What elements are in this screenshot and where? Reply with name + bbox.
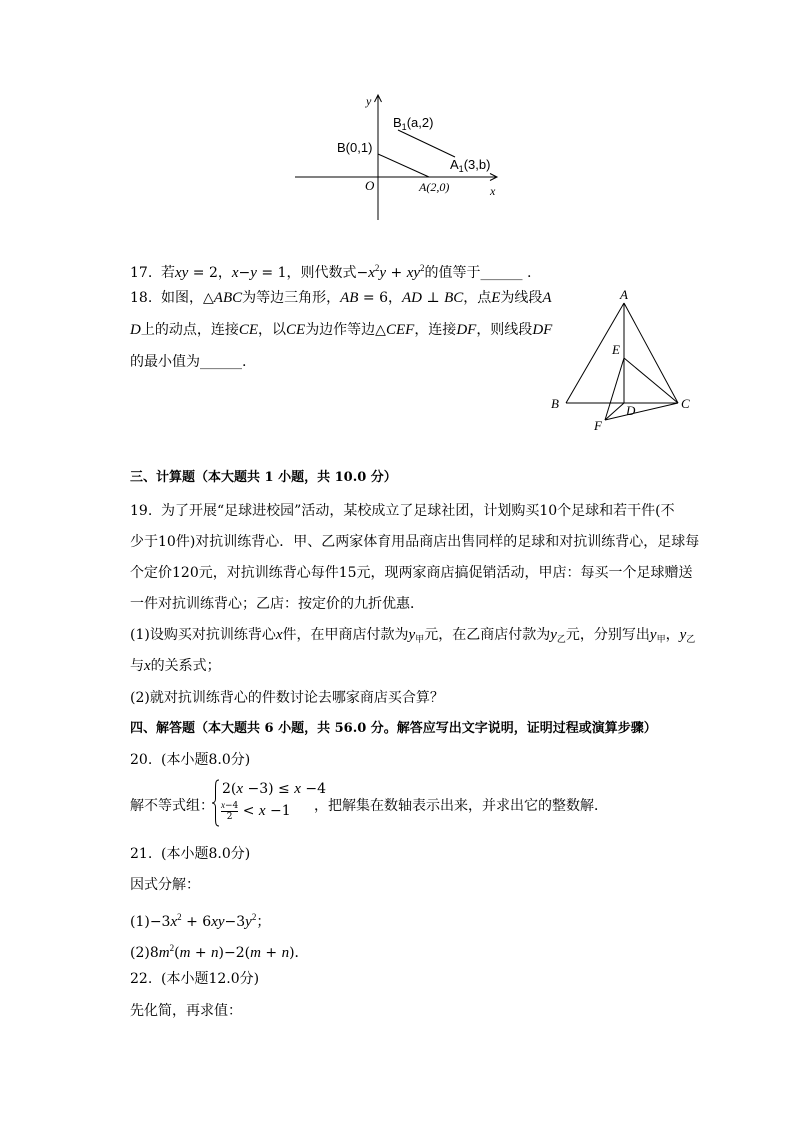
- q18-math: DF: [532, 322, 553, 338]
- q21-text: (2)8: [130, 945, 159, 961]
- q19-line-2: 少于10件)对抗训练背心．甲、乙两家体育用品商店出售同样的足球和对抗训练背心，足球每: [130, 534, 700, 550]
- point-E-label: E: [612, 342, 620, 357]
- q18-text: ，则线段: [476, 322, 533, 338]
- point-A1-base: A: [450, 157, 459, 172]
- q17-math: y: [379, 265, 387, 281]
- q19-line-4: 一件对抗训练背心；乙店：按定价的九折优惠．: [130, 596, 424, 612]
- q18-number: 18.: [130, 290, 153, 306]
- inequality-math: x: [236, 781, 244, 797]
- q17-text: 若: [161, 265, 175, 281]
- q21-math: n: [281, 945, 290, 961]
- q21-superscript: 2: [177, 912, 182, 922]
- q19-number: 19.: [130, 503, 153, 519]
- q17-math: xy: [175, 265, 189, 281]
- q21-points: (本小题8.0分): [161, 846, 251, 862]
- segment-FC: [605, 403, 678, 420]
- q18-text: ⊥: [422, 290, 445, 306]
- q18-math: AB: [340, 290, 359, 306]
- inequality-text: <: [238, 803, 259, 819]
- q20-lead: 解不等式组：: [130, 798, 214, 814]
- fraction-numerator: [221, 801, 238, 811]
- triangle-figure: [545, 285, 705, 435]
- q22-points: (本小题12.0分): [161, 971, 260, 987]
- q20-number: 20.: [130, 752, 153, 768]
- q18-text: 的最小值为: [130, 354, 200, 370]
- vertex-A-label: A: [620, 287, 628, 302]
- q18-math: CE: [286, 322, 306, 338]
- inequality-math: x: [258, 803, 266, 819]
- point-B1-subscript: 1: [401, 122, 407, 132]
- q17-superscript: 2: [420, 263, 425, 273]
- q22-header: [130, 969, 259, 989]
- q21-header: [130, 844, 250, 864]
- segment-AC: [624, 303, 678, 403]
- x-axis-label: x: [490, 184, 496, 198]
- point-F-label: F: [594, 418, 602, 433]
- q18-answer-blank: ______: [200, 354, 242, 370]
- point-B1-coords: (a,2): [406, 115, 434, 130]
- q19-text: 件，在甲商店付款为: [282, 627, 409, 643]
- q18-math: CEF: [385, 322, 415, 338]
- q19-text: 元，分别写出: [565, 627, 650, 643]
- q18-math: E: [491, 290, 501, 306]
- q18-line-3: [130, 352, 246, 372]
- q19-math: y: [679, 627, 687, 643]
- q18-math: D: [130, 322, 141, 338]
- q17-math: x: [231, 265, 239, 281]
- brace-path: [212, 780, 219, 826]
- q19-math: x: [144, 658, 151, 674]
- vertex-B-label: B: [551, 396, 559, 411]
- segment-EC: [624, 358, 678, 403]
- point-A1-subscript: 1: [458, 164, 464, 174]
- q17-line: [130, 258, 531, 283]
- inequality-2: [221, 799, 291, 823]
- q19-part-2: (2)就对抗训练背心的件数讨论去哪家商店买合算？: [130, 690, 444, 706]
- q19-part-1: [130, 625, 695, 650]
- segment-EF: [605, 358, 624, 420]
- inequality-text: −3) ≤: [243, 781, 295, 797]
- vertex-C-label: C: [681, 396, 690, 411]
- q18-text: ，以: [258, 322, 287, 338]
- q22-lead: 先化简，再求值：: [130, 1003, 242, 1019]
- q21-lead: 因式分解：: [130, 877, 200, 893]
- q19-math: y: [408, 627, 416, 643]
- q21-text: )−2(: [218, 945, 251, 961]
- y-axis-label: y: [366, 94, 372, 108]
- q19-math: y: [550, 627, 557, 643]
- q21-superscript: 2: [169, 943, 175, 953]
- inequality-text: −4: [300, 781, 326, 797]
- q21-text: +: [190, 945, 212, 961]
- q18-math: ABC: [213, 290, 243, 306]
- q19-line-3: 个定价120元，对抗训练背心每件15元，现两家商店搞促销活动，甲店：每买一个足球赠送: [130, 565, 693, 581]
- point-B1-label: [393, 115, 433, 132]
- q18-math: CE: [238, 322, 259, 338]
- inequality-text: −1: [265, 803, 291, 819]
- q20-points: (本小题8.0分): [161, 752, 251, 768]
- q21-text: + 6: [181, 914, 212, 930]
- q21-math: m: [179, 945, 191, 961]
- point-A1-label: [450, 157, 490, 174]
- q19-math: x: [275, 627, 283, 643]
- q19-math: y: [649, 627, 657, 643]
- q19-text: 为了开展“足球进校园”活动，某校成立了足球社团，计划购买10个足球和若干件(不: [161, 503, 675, 519]
- q19-text: (1)设购买对抗训练背心: [130, 627, 276, 643]
- q18-text: 如图，△: [161, 290, 214, 306]
- q21-math: xy: [211, 914, 225, 930]
- inequality-math: x: [294, 781, 301, 797]
- q17-text: +: [386, 265, 407, 281]
- q19-subscript: 甲: [656, 635, 666, 645]
- q19-part-1-continued: [130, 656, 221, 676]
- q18-text: 为等边三角形，: [242, 290, 341, 306]
- q19-text: ，: [665, 627, 680, 643]
- q21-math: y: [245, 914, 252, 930]
- q17-text: = 2，: [188, 265, 232, 281]
- q18-line-2: [130, 320, 552, 340]
- q17-math: x: [368, 265, 375, 281]
- segment-B1A1: [398, 130, 455, 157]
- section-4-heading: 四、解答题（本大题共 6 小题，共 56.0 分。解答应写出文字说明，证明过程或演算步骤）: [130, 721, 657, 736]
- q17-text: .: [522, 265, 532, 281]
- q17-math: y: [250, 265, 257, 281]
- q18-math: AD: [402, 290, 422, 306]
- q21-text: (1)−3: [130, 914, 171, 930]
- q19-text: 的关系式；: [150, 658, 221, 674]
- q21-math: m: [158, 945, 170, 961]
- q18-line-1: [130, 288, 552, 308]
- inequality-text: 2(: [222, 781, 237, 797]
- q18-text: 为边作等边△: [305, 322, 386, 338]
- q18-math: A: [542, 290, 552, 306]
- q18-text: 为线段: [500, 290, 543, 306]
- q19-text: 元，在乙商店付款为: [424, 627, 551, 643]
- q21-number: 21.: [130, 846, 153, 862]
- q21-text: ；: [256, 914, 271, 930]
- q18-text: 上的动点，连接: [140, 322, 239, 338]
- q19-line-1: [130, 501, 675, 521]
- fraction-denominator: 2: [221, 811, 238, 822]
- q20-header: [130, 750, 250, 770]
- q18-math: DF: [456, 322, 477, 338]
- q17-text: 的值等于: [424, 265, 481, 281]
- point-D-label: D: [626, 403, 636, 418]
- q21-part-2: [130, 938, 309, 963]
- q18-text: = 6，: [358, 290, 402, 306]
- q18-math: BC: [444, 290, 464, 306]
- inequality-1: [222, 780, 326, 798]
- q18-text: .: [242, 354, 247, 370]
- coordinate-figure: [290, 88, 505, 223]
- q17-number: 17.: [130, 265, 153, 281]
- q21-text: )．: [289, 945, 309, 961]
- q21-text: (: [174, 945, 180, 961]
- q19-subscript: 乙: [556, 635, 566, 645]
- q21-text: +: [260, 945, 282, 961]
- q17-answer-blank: ______: [480, 265, 523, 281]
- point-A1-coords: (3,b): [463, 157, 491, 172]
- segment-BA: [378, 154, 429, 177]
- q18-text: ，连接: [414, 322, 457, 338]
- section-3-heading: 三、计算题（本大题共 1 小题，共 10.0 分）: [130, 470, 397, 485]
- q17-text: −: [238, 265, 251, 281]
- q19-text: 与: [130, 658, 144, 674]
- q20-instruction: ，把解集在数轴表示出来，并求出它的整数解．: [314, 798, 608, 814]
- point-B1-base: B: [393, 115, 402, 130]
- q21-math: n: [211, 945, 219, 961]
- q19-subscript: 乙: [686, 635, 696, 645]
- q19-subscript: 甲: [415, 635, 425, 645]
- q17-math: xy: [406, 265, 421, 281]
- q22-number: 22.: [130, 971, 153, 987]
- q21-part-1: [130, 907, 270, 932]
- numerator-text: −4: [225, 801, 239, 811]
- system-brace: [211, 779, 221, 827]
- origin-label: O: [365, 178, 375, 193]
- q17-superscript: 2: [374, 263, 380, 273]
- numerator-math: x: [221, 800, 225, 810]
- fraction: [221, 800, 238, 822]
- q21-superscript: 2: [251, 912, 257, 922]
- q18-text: ，点: [463, 290, 492, 306]
- q21-text: −3: [224, 914, 246, 930]
- q21-math: m: [250, 945, 261, 961]
- q21-math: x: [170, 914, 178, 930]
- point-B-label: B(0,1): [337, 140, 373, 155]
- point-A-label: A(2,0): [419, 180, 450, 194]
- q17-text: = 1，则代数式−: [256, 265, 369, 281]
